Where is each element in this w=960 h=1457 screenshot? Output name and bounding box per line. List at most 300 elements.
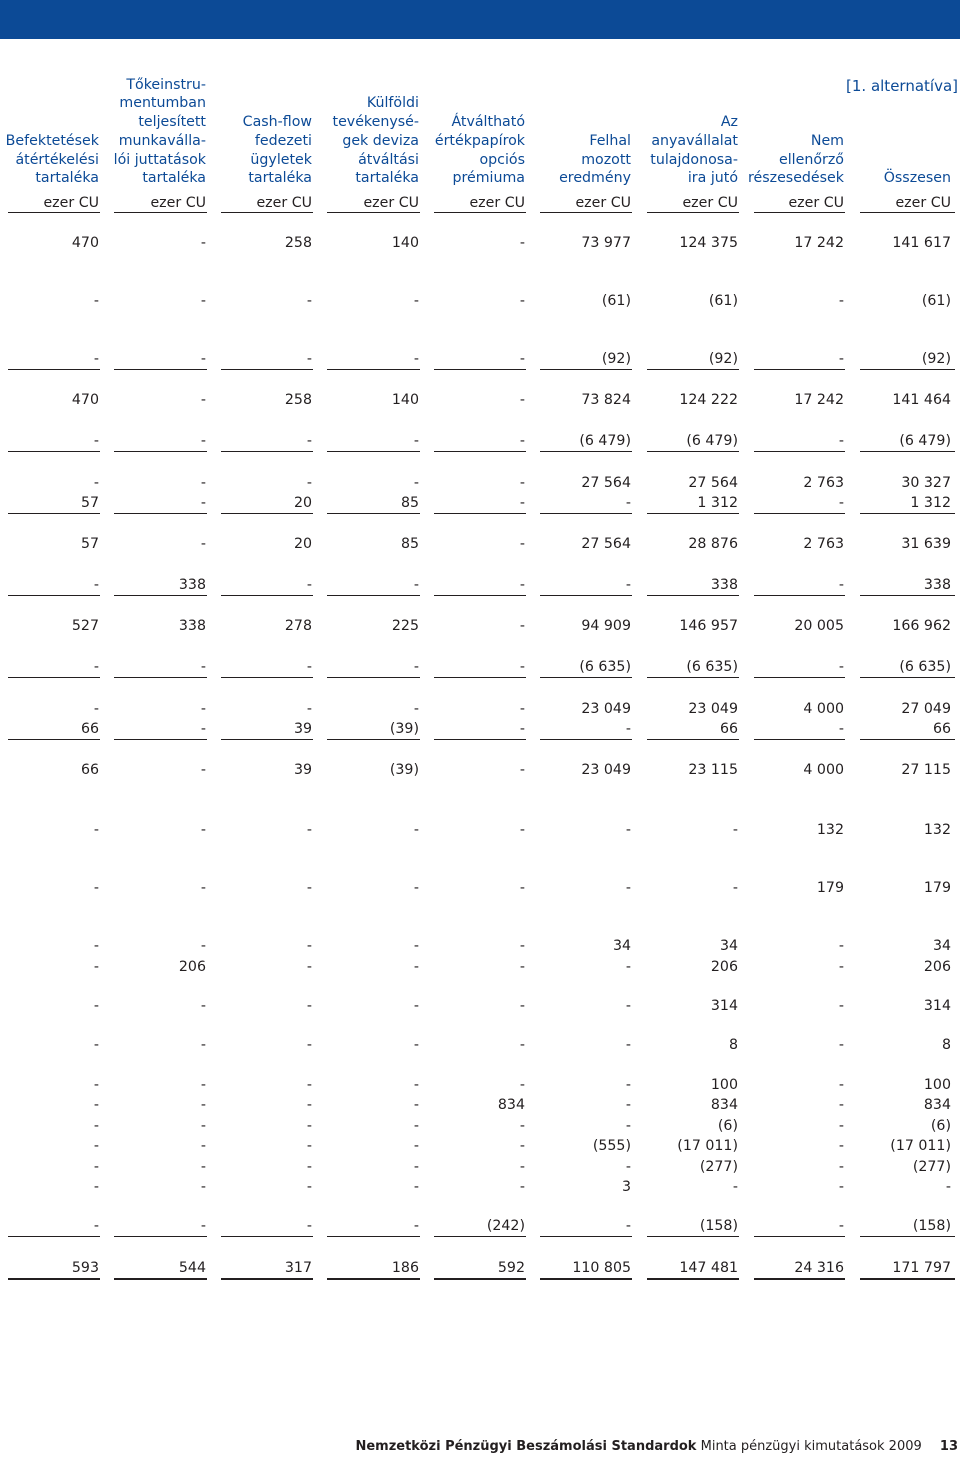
table-row <box>0 1216 960 1237</box>
table-cell: - <box>200 536 206 552</box>
table-cell: 28 876 <box>688 536 738 552</box>
table-cell: - <box>732 822 738 838</box>
total-rule <box>860 1278 955 1280</box>
subtotal-rule <box>754 1236 845 1237</box>
subtotal-rule <box>647 595 739 596</box>
table-cell: 4 000 <box>803 762 844 778</box>
table-cell: - <box>838 1138 844 1154</box>
table-cell: - <box>625 998 631 1014</box>
table-cell: 17 242 <box>794 235 844 251</box>
subtotal-rule <box>647 677 739 678</box>
table-cell: 834 <box>497 1097 525 1113</box>
table-cell: - <box>519 351 525 367</box>
table-cell: - <box>93 351 99 367</box>
table-cell: 8 <box>728 1037 738 1053</box>
subtotal-rule <box>860 451 955 452</box>
table-cell: - <box>306 1179 312 1195</box>
table-cell: 85 <box>400 495 419 511</box>
table-cell: - <box>200 1097 206 1113</box>
subtotal-rule <box>540 739 632 740</box>
table-cell: 100 <box>710 1077 738 1093</box>
table-cell: - <box>838 659 844 675</box>
table-cell: 132 <box>923 822 951 838</box>
table-row <box>0 575 960 596</box>
table-cell: - <box>519 392 525 408</box>
table-cell: - <box>413 577 419 593</box>
subtotal-rule <box>327 595 420 596</box>
table-cell: - <box>306 293 312 309</box>
header-rule <box>8 212 100 213</box>
table-cell: - <box>838 293 844 309</box>
table-row <box>0 349 960 370</box>
table-cell: 1 312 <box>910 495 951 511</box>
table-cell: 140 <box>391 235 419 251</box>
footer-subtitle: Minta pénzügyi kimutatások 2009 <box>700 1439 922 1454</box>
table-cell: 4 000 <box>803 701 844 717</box>
table-cell: 94 909 <box>581 618 631 634</box>
column-header: Összesen <box>883 170 951 187</box>
header-rule <box>221 212 313 213</box>
table-cell: 314 <box>710 998 738 1014</box>
table-cell: (6 635) <box>579 659 631 675</box>
table-cell: 66 <box>80 721 99 737</box>
table-row <box>0 996 960 1017</box>
table-row <box>0 1035 960 1056</box>
subtotal-rule <box>434 369 526 370</box>
table-cell: 593 <box>71 1260 99 1276</box>
subtotal-rule <box>434 451 526 452</box>
table-cell: 132 <box>816 822 844 838</box>
table-cell: - <box>200 475 206 491</box>
table-cell: - <box>625 1159 631 1175</box>
table-cell: 30 327 <box>901 475 951 491</box>
table-cell: - <box>200 351 206 367</box>
subtotal-rule <box>327 1236 420 1237</box>
table-cell: - <box>306 701 312 717</box>
subtotal-rule <box>754 513 845 514</box>
subtotal-rule <box>754 739 845 740</box>
table-cell: - <box>200 293 206 309</box>
table-row <box>0 473 960 494</box>
table-cell: - <box>519 536 525 552</box>
table-cell: - <box>93 1037 99 1053</box>
table-cell: - <box>838 351 844 367</box>
subtotal-rule <box>540 369 632 370</box>
table-cell: 338 <box>178 577 206 593</box>
table-cell: - <box>306 475 312 491</box>
table-cell: 31 639 <box>901 536 951 552</box>
table-row <box>0 820 960 841</box>
subtotal-rule <box>221 451 313 452</box>
table-cell: 124 375 <box>679 235 738 251</box>
table-cell: (6 479) <box>686 433 738 449</box>
table-cell: - <box>519 1077 525 1093</box>
table-cell: - <box>93 293 99 309</box>
table-cell: - <box>413 1159 419 1175</box>
subtotal-rule <box>540 513 632 514</box>
table-cell: - <box>413 880 419 896</box>
table-cell: (555) <box>592 1138 631 1154</box>
table-cell: (6 635) <box>686 659 738 675</box>
table-row <box>0 1258 960 1279</box>
table-cell: - <box>306 1037 312 1053</box>
table-cell: 85 <box>400 536 419 552</box>
table-cell: - <box>519 959 525 975</box>
table-cell: (17 011) <box>890 1138 951 1154</box>
table-cell: 147 481 <box>679 1260 738 1276</box>
table-cell: 20 <box>293 495 312 511</box>
subtotal-rule <box>434 677 526 678</box>
table-row <box>0 957 960 978</box>
table-cell: - <box>306 577 312 593</box>
table-cell: - <box>200 938 206 954</box>
table-cell: 1 312 <box>697 495 738 511</box>
subtotal-rule <box>647 451 739 452</box>
total-rule <box>540 1278 632 1280</box>
table-cell: - <box>306 351 312 367</box>
table-cell: - <box>413 1077 419 1093</box>
table-cell: - <box>838 1118 844 1134</box>
header-rule <box>114 212 207 213</box>
table-cell: - <box>306 938 312 954</box>
table-cell: - <box>93 1138 99 1154</box>
total-rule <box>327 1278 420 1280</box>
table-cell: - <box>625 1118 631 1134</box>
table-cell: 258 <box>284 235 312 251</box>
subtotal-rule <box>114 677 207 678</box>
table-row <box>0 233 960 254</box>
table-cell: - <box>413 1179 419 1195</box>
table-cell: - <box>306 1077 312 1093</box>
table-row <box>0 291 960 312</box>
table-cell: - <box>93 659 99 675</box>
table-cell: 140 <box>391 392 419 408</box>
table-cell: - <box>838 1159 844 1175</box>
table-cell: - <box>306 1118 312 1134</box>
table-cell: - <box>625 1037 631 1053</box>
table-cell: - <box>838 433 844 449</box>
table-cell: - <box>413 959 419 975</box>
unit-label: ezer CU <box>682 195 738 211</box>
subtotal-rule <box>221 513 313 514</box>
table-cell: 338 <box>923 577 951 593</box>
table-cell: 20 <box>293 536 312 552</box>
table-row <box>0 1116 960 1137</box>
table-cell: 470 <box>71 392 99 408</box>
table-cell: 57 <box>80 495 99 511</box>
table-cell: - <box>413 1138 419 1154</box>
table-cell: (92) <box>601 351 631 367</box>
table-cell: - <box>200 392 206 408</box>
table-cell: - <box>413 1118 419 1134</box>
table-cell: 206 <box>923 959 951 975</box>
table-cell: - <box>93 880 99 896</box>
table-cell: - <box>625 495 631 511</box>
subtotal-rule <box>8 513 100 514</box>
subtotal-rule <box>434 739 526 740</box>
table-cell: 2 763 <box>803 536 844 552</box>
table-row <box>0 657 960 678</box>
subtotal-rule <box>860 513 955 514</box>
table-cell: - <box>93 822 99 838</box>
unit-label: ezer CU <box>469 195 525 211</box>
unit-label: ezer CU <box>150 195 206 211</box>
table-cell: - <box>200 659 206 675</box>
table-cell: 39 <box>293 721 312 737</box>
table-cell: (92) <box>708 351 738 367</box>
subtotal-rule <box>647 369 739 370</box>
table-row <box>0 936 960 957</box>
table-cell: - <box>413 998 419 1014</box>
table-cell: - <box>413 701 419 717</box>
table-row <box>0 1177 960 1198</box>
subtotal-rule <box>114 739 207 740</box>
table-cell: - <box>93 998 99 1014</box>
table-cell: - <box>200 701 206 717</box>
table-cell: - <box>200 1118 206 1134</box>
table-cell: 124 222 <box>679 392 738 408</box>
table-cell: - <box>306 1097 312 1113</box>
subtotal-rule <box>860 677 955 678</box>
table-cell: 179 <box>923 880 951 896</box>
table-cell: 206 <box>710 959 738 975</box>
table-cell: - <box>519 433 525 449</box>
table-cell: - <box>93 475 99 491</box>
table-cell: - <box>519 938 525 954</box>
column-header: Felhal mozott eredmény <box>559 132 631 187</box>
table-row <box>0 719 960 740</box>
subtotal-rule <box>114 595 207 596</box>
table-cell: 141 464 <box>892 392 951 408</box>
table-cell: 66 <box>80 762 99 778</box>
table-cell: - <box>93 1077 99 1093</box>
table-row <box>0 390 960 411</box>
unit-label: ezer CU <box>575 195 631 211</box>
table-cell: 20 005 <box>794 618 844 634</box>
table-cell: - <box>625 822 631 838</box>
table-cell: - <box>93 1118 99 1134</box>
table-cell: 27 564 <box>581 475 631 491</box>
table-cell: (242) <box>486 1218 525 1234</box>
total-rule <box>114 1278 207 1280</box>
table-cell: - <box>519 701 525 717</box>
table-cell: 8 <box>941 1037 951 1053</box>
total-rule <box>754 1278 845 1280</box>
table-cell: 66 <box>932 721 951 737</box>
table-cell: - <box>93 1097 99 1113</box>
table-cell: - <box>625 959 631 975</box>
table-cell: - <box>93 1159 99 1175</box>
table-row <box>0 1075 960 1096</box>
table-cell: 338 <box>178 618 206 634</box>
table-row <box>0 760 960 781</box>
table-cell: 17 242 <box>794 392 844 408</box>
subtotal-rule <box>8 1236 100 1237</box>
table-cell: - <box>200 762 206 778</box>
table-cell: 39 <box>293 762 312 778</box>
table-cell: - <box>519 762 525 778</box>
table-cell: - <box>200 495 206 511</box>
subtotal-rule <box>860 369 955 370</box>
table-cell: 146 957 <box>679 618 738 634</box>
subtotal-rule <box>754 677 845 678</box>
table-cell: - <box>625 1218 631 1234</box>
table-cell: (39) <box>389 762 419 778</box>
subtotal-rule <box>327 739 420 740</box>
subtotal-rule <box>114 451 207 452</box>
table-cell: - <box>200 721 206 737</box>
subtotal-rule <box>647 1236 739 1237</box>
table-cell: - <box>519 495 525 511</box>
table-cell: - <box>306 659 312 675</box>
table-cell: (17 011) <box>677 1138 738 1154</box>
table-cell: - <box>413 1037 419 1053</box>
subtotal-rule <box>434 595 526 596</box>
table-cell: (6) <box>930 1118 951 1134</box>
subtotal-rule <box>860 1236 955 1237</box>
table-cell: - <box>306 822 312 838</box>
total-rule <box>8 1278 100 1280</box>
table-cell: - <box>625 577 631 593</box>
table-cell: - <box>838 495 844 511</box>
subtotal-rule <box>540 451 632 452</box>
table-cell: 66 <box>719 721 738 737</box>
table-cell: - <box>519 618 525 634</box>
footer-title: Nemzetközi Pénzügyi Beszámolási Standardok <box>355 1439 697 1454</box>
table-cell: - <box>413 433 419 449</box>
table-cell: (277) <box>699 1159 738 1175</box>
column-header: Átváltható értékpapírok opciós prémiuma <box>434 114 525 187</box>
column-header: Nem ellenőrző részesedések <box>747 132 844 187</box>
subtotal-rule <box>327 451 420 452</box>
table-cell: (277) <box>912 1159 951 1175</box>
header-rule <box>434 212 526 213</box>
table-cell: - <box>200 880 206 896</box>
column-header: Az anyavállalat tulajdonosa- ira jutó <box>650 114 738 187</box>
table-cell: 141 617 <box>892 235 951 251</box>
subtotal-rule <box>8 369 100 370</box>
subtotal-rule <box>434 1236 526 1237</box>
alternative-label: [1. alternatíva] <box>846 77 958 95</box>
table-cell: - <box>93 433 99 449</box>
table-cell: - <box>200 1077 206 1093</box>
table-cell: - <box>838 1077 844 1093</box>
table-cell: - <box>306 880 312 896</box>
subtotal-rule <box>647 739 739 740</box>
table-cell: - <box>519 577 525 593</box>
header-rule <box>540 212 632 213</box>
subtotal-rule <box>327 369 420 370</box>
table-cell: 23 049 <box>688 701 738 717</box>
table-cell: - <box>200 1037 206 1053</box>
subtotal-rule <box>8 451 100 452</box>
table-cell: - <box>838 959 844 975</box>
table-cell: 527 <box>71 618 99 634</box>
column-header: Cash-flow fedezeti ügyletek tartaléka <box>242 114 312 187</box>
table-row <box>0 1095 960 1116</box>
table-cell: - <box>625 1077 631 1093</box>
subtotal-rule <box>8 739 100 740</box>
table-cell: 73 824 <box>581 392 631 408</box>
table-cell: 27 049 <box>901 701 951 717</box>
unit-label: ezer CU <box>256 195 312 211</box>
table-cell: 258 <box>284 392 312 408</box>
table-cell: 73 977 <box>581 235 631 251</box>
table-cell: 179 <box>816 880 844 896</box>
table-cell: (158) <box>912 1218 951 1234</box>
subtotal-rule <box>221 677 313 678</box>
table-cell: - <box>838 1179 844 1195</box>
table-cell: (158) <box>699 1218 738 1234</box>
subtotal-rule <box>327 677 420 678</box>
table-cell: - <box>838 1218 844 1234</box>
table-cell: - <box>519 1159 525 1175</box>
table-cell: - <box>519 998 525 1014</box>
header-rule <box>647 212 739 213</box>
table-cell: - <box>200 1138 206 1154</box>
table-cell: 166 962 <box>892 618 951 634</box>
table-cell: - <box>93 701 99 717</box>
table-cell: - <box>519 293 525 309</box>
table-cell: 27 564 <box>581 536 631 552</box>
table-cell: - <box>732 1179 738 1195</box>
table-cell: - <box>200 235 206 251</box>
table-cell: - <box>838 998 844 1014</box>
table-cell: - <box>519 659 525 675</box>
table-cell: 34 <box>612 938 631 954</box>
table-cell: - <box>93 938 99 954</box>
table-cell: 23 049 <box>581 701 631 717</box>
table-cell: - <box>93 1179 99 1195</box>
table-cell: 834 <box>710 1097 738 1113</box>
table-cell: - <box>306 1159 312 1175</box>
subtotal-rule <box>647 513 739 514</box>
table-cell: 171 797 <box>892 1260 951 1276</box>
table-row <box>0 878 960 899</box>
table-row <box>0 616 960 637</box>
table-cell: - <box>838 1037 844 1053</box>
table-cell: 544 <box>178 1260 206 1276</box>
table-cell: - <box>413 822 419 838</box>
table-cell: - <box>838 577 844 593</box>
page-number: 13 <box>939 1439 958 1454</box>
table-cell: - <box>200 1179 206 1195</box>
table-cell: - <box>519 475 525 491</box>
subtotal-rule <box>860 595 955 596</box>
table-row <box>0 699 960 720</box>
header-rule <box>327 212 420 213</box>
subtotal-rule <box>221 595 313 596</box>
table-cell: 3 <box>621 1179 631 1195</box>
table-cell: 225 <box>391 618 419 634</box>
table-cell: 100 <box>923 1077 951 1093</box>
total-rule <box>434 1278 526 1280</box>
table-cell: - <box>93 577 99 593</box>
table-cell: - <box>413 1218 419 1234</box>
table-cell: (6) <box>717 1118 738 1134</box>
column-header: Befektetések átértékelési tartaléka <box>5 132 99 187</box>
subtotal-rule <box>114 513 207 514</box>
subtotal-rule <box>221 739 313 740</box>
page-footer <box>355 1439 958 1454</box>
table-cell: 57 <box>80 536 99 552</box>
table-cell: (92) <box>921 351 951 367</box>
subtotal-rule <box>327 513 420 514</box>
table-cell: (6 479) <box>899 433 951 449</box>
subtotal-rule <box>860 739 955 740</box>
table-cell: - <box>200 433 206 449</box>
table-cell: - <box>306 998 312 1014</box>
